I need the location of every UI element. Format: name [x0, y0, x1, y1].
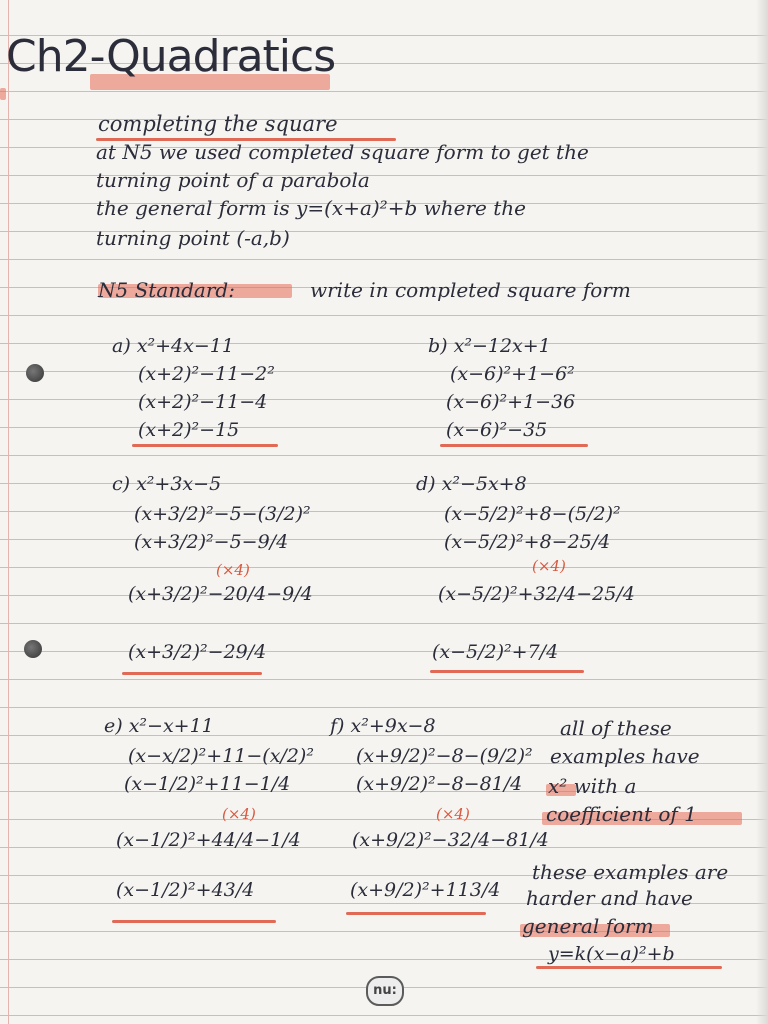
example-c-line: c) x²+3x−5 — [112, 473, 222, 495]
example-f-line: (x+9/2)²−8−(9/2)² — [356, 745, 533, 767]
example-c-line: (x+3/2)²−5−9/4 — [134, 531, 289, 553]
answer-underline — [112, 920, 276, 923]
side-note: examples have — [550, 744, 700, 768]
example-d-line: (x−5/2)²+8−(5/2)² — [444, 503, 621, 525]
example-b-line: b) x²−12x+1 — [428, 335, 551, 357]
section-line: the general form is y=(x+a)²+b where the — [96, 196, 526, 220]
example-f-line: (x+9/2)²−8−81/4 — [356, 773, 523, 795]
multiply-note: (×4) — [532, 557, 566, 575]
example-d-answer: (x−5/2)²+7/4 — [432, 641, 559, 663]
example-a-line: (x+2)²−11−2² — [138, 363, 275, 385]
answer-underline — [122, 672, 262, 675]
answer-underline — [132, 444, 278, 447]
example-f-line: (x+9/2)²−32/4−81/4 — [352, 829, 549, 851]
multiply-note: (×4) — [216, 561, 250, 579]
brand-logo: nu: — [366, 976, 404, 1006]
answer-underline — [346, 912, 486, 915]
example-f-answer: (x+9/2)²+113/4 — [350, 879, 501, 901]
page-edge-shadow — [756, 0, 768, 1024]
margin-mark — [0, 88, 6, 100]
section-heading: completing the square — [98, 112, 338, 136]
multiply-note: (×4) — [222, 805, 256, 823]
side-note: x² with a — [548, 774, 637, 798]
page-title: Ch2-Quadratics — [6, 31, 336, 82]
binder-hole — [24, 640, 42, 658]
example-e-line: e) x²−x+11 — [104, 715, 214, 737]
example-b-line: (x−6)²+1−6² — [450, 363, 575, 385]
standard-text: write in completed square form — [310, 278, 631, 302]
example-c-line: (x+3/2)²−5−(3/2)² — [134, 503, 311, 525]
example-c-line: (x+3/2)²−20/4−9/4 — [128, 583, 313, 605]
example-b-line: (x−6)²+1−36 — [446, 391, 576, 413]
example-d-line: (x−5/2)²+8−25/4 — [444, 531, 611, 553]
general-form-equation: y=k(x−a)²+b — [548, 943, 675, 965]
side-note: general form — [522, 914, 654, 938]
answer-underline — [430, 670, 584, 673]
example-a-answer: (x+2)²−15 — [138, 419, 240, 441]
standard-label: N5 Standard: — [98, 278, 235, 302]
example-e-line: (x−x/2)²+11−(x/2)² — [128, 745, 314, 767]
section-line: turning point (-a,b) — [96, 226, 290, 250]
side-note: harder and have — [526, 886, 693, 910]
note-underline — [536, 966, 722, 969]
side-note: these examples are — [532, 860, 729, 884]
example-d-line: d) x²−5x+8 — [416, 473, 527, 495]
example-e-line: (x−1/2)²+44/4−1/4 — [116, 829, 301, 851]
example-a-line: a) x²+4x−11 — [112, 335, 234, 357]
example-a-line: (x+2)²−11−4 — [138, 391, 268, 413]
example-d-line: (x−5/2)²+32/4−25/4 — [438, 583, 635, 605]
margin-line — [8, 0, 9, 1024]
example-f-line: f) x²+9x−8 — [330, 715, 436, 737]
answer-underline — [440, 444, 588, 447]
example-b-answer: (x−6)²−35 — [446, 419, 548, 441]
example-e-line: (x−1/2)²+11−1/4 — [124, 773, 291, 795]
example-e-answer: (x−1/2)²+43/4 — [116, 879, 255, 901]
side-note: coefficient of 1 — [546, 802, 697, 826]
example-c-answer: (x+3/2)²−29/4 — [128, 641, 267, 663]
multiply-note: (×4) — [436, 805, 470, 823]
section-line: turning point of a parabola — [96, 168, 370, 192]
section-line: at N5 we used completed square form to get the — [96, 140, 589, 164]
binder-hole — [26, 364, 44, 382]
side-note: all of these — [560, 716, 672, 740]
